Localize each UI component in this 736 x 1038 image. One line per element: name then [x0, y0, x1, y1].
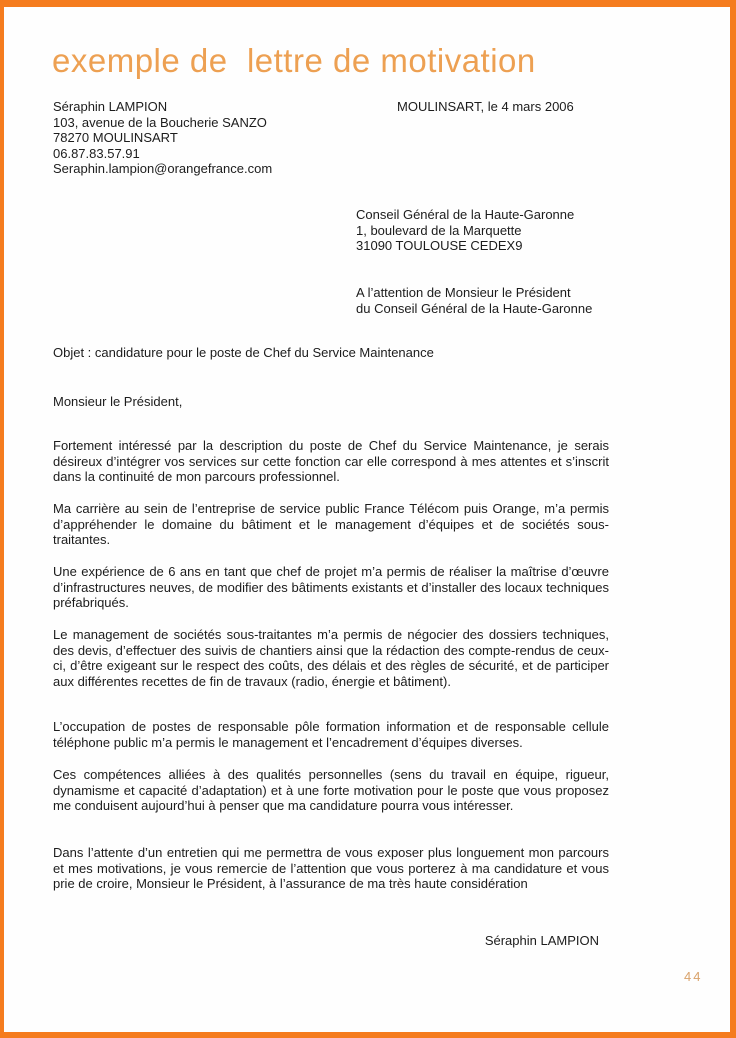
salutation: Monsieur le Président, — [53, 394, 183, 409]
page-border-left — [0, 0, 4, 1038]
page-title: exemple de lettre de motivation — [52, 42, 536, 79]
sender-block — [53, 99, 272, 177]
sender-address-line2: 78270 MOULINSART — [53, 130, 178, 146]
body-paragraph-6: Ces compétences alliées à des qualités personnelles (sens du travail en équipe, rigueur, dynamisme et capacité d’adaptation) et à une forte motivation pour le poste que vous proposez me conduisent aujourd’hui à penser que ma candidature pourra vous intéresser. — [53, 767, 609, 814]
recipient-name: Conseil Général de la Haute-Garonne — [356, 207, 575, 222]
attention-line1: A l’attention de Monsieur le Président — [356, 285, 571, 300]
recipient-block — [356, 207, 574, 254]
body-paragraph-4: Le management de sociétés sous-traitantes m’a permis de négocier des dossiers techniques, des devis, d’effectuer des suivis de chantiers ainsi que la rédaction des compte-rendus de ceux-ci, d’être exigeant sur le respect des coûts, des délais et des règles de sécurité, et de participer aux différentes recettes de fin de travaux (radio, énergie et bâtiment). — [53, 627, 609, 690]
sender-name: Séraphin LAMPION — [53, 99, 168, 114]
recipient-street: 1, boulevard de la Marquette — [356, 222, 522, 238]
body-paragraph-3: Une expérience de 6 ans en tant que chef de projet m’a permis de réaliser la maîtrise d’œuvre d’infrastructures neuves, de modifier des bâtiments existants et d’installer des locaux techniques préfabriqués. — [53, 564, 609, 611]
signature: Séraphin LAMPION — [484, 933, 599, 948]
body-paragraph-5: L’occupation de postes de responsable pôle formation information et de responsable cellule téléphone public m’a permis le management et l’encadrement d’équipes diverses. — [53, 719, 609, 750]
body-paragraph-7: Dans l’attente d’un entretien qui me permettra de vous exposer plus longuement mon parcours et mes motivations, je vous remercie de l’attention que vous porterez à ma candidature et vous prie de croire, Monsieur le Président, à l’assurance de ma très haute considération — [53, 845, 609, 892]
body-paragraph-2: Ma carrière au sein de l’entreprise de service public France Télécom puis Orange, m’a permis d’appréhender le domaine du bâtiment et le management d’équipes et de sociétés sous-traitantes. — [53, 501, 609, 548]
page-border-right — [730, 0, 736, 1038]
attention-line2: du Conseil Général de la Haute-Garonne — [356, 300, 593, 316]
date-line: MOULINSART, le 4 mars 2006 — [397, 99, 574, 114]
subject-line: Objet : candidature pour le poste de Chef du Service Maintenance — [53, 345, 434, 360]
page-border-bottom — [0, 1032, 736, 1038]
sender-email: Seraphin.lampion@orangefrance.com — [53, 161, 273, 177]
recipient-city: 31090 TOULOUSE CEDEX9 — [356, 238, 523, 254]
attention-block — [356, 285, 592, 316]
sender-address-line1: 103, avenue de la Boucherie SANZO — [53, 114, 267, 130]
page-number: 44 — [684, 969, 703, 984]
sender-phone: 06.87.83.57.91 — [53, 145, 140, 161]
body-paragraph-1: Fortement intéressé par la description du poste de Chef du Service Maintenance, je serais désireux d’intégrer vos services sur cette fonction car elle correspond à mes attentes et s’inscrit dans la continuité de mon parcours professionnel. — [53, 438, 609, 485]
page-border-top — [0, 0, 736, 7]
